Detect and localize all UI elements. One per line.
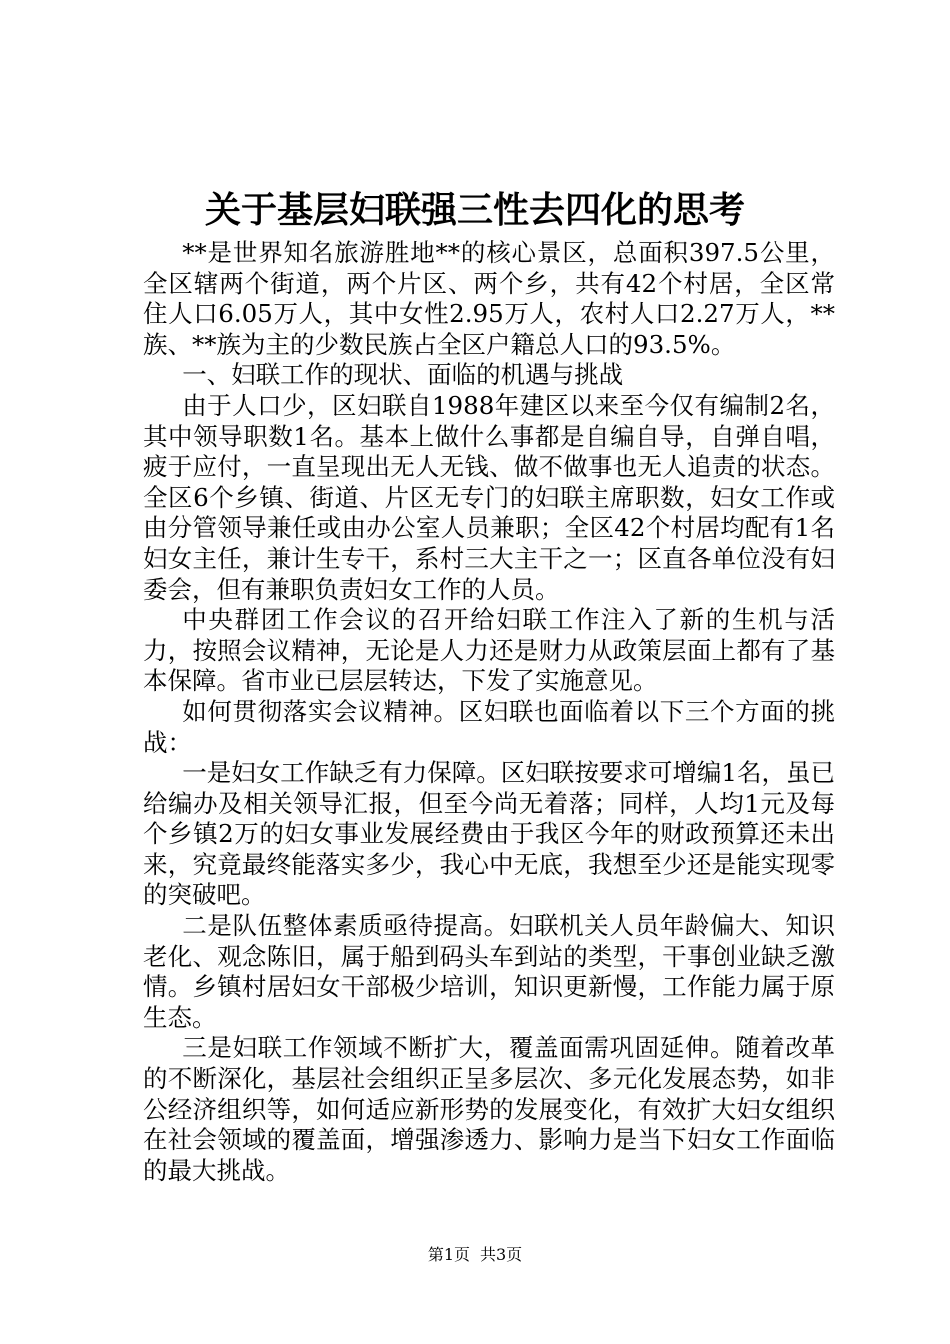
paragraph-opportunity: 中央群团工作会议的召开给妇联工作注入了新的生机与活力，按照会议精神，无论是人力还是财力从政策层面上都有了基本保障。省市业已层层转达，下发了实施意见。 bbox=[143, 605, 835, 696]
document-title: 关于基层妇联强三性去四化的思考 bbox=[204, 189, 745, 231]
paragraph-challenge-3: 三是妇联工作领域不断扩大，覆盖面需巩固延伸。随着改革的不断深化，基层社会组织正呈多层次、多元化发展态势，如非公经济组织等，如何适应新形势的发展变化，有效扩大妇女组织在社会领域的覆盖面，增强渗透力、影响力是当下妇女工作面临的最大挑战。 bbox=[143, 1033, 835, 1185]
page-number: 第1页 bbox=[427, 1245, 470, 1264]
paragraph-challenge-2: 二是队伍整体素质亟待提高。妇联机关人员年龄偏大、知识老化、观念陈旧，属于船到码头车到站的类型，干事创业缺乏激情。乡镇村居妇女干部极少培训，知识更新慢，工作能力属于原生态。 bbox=[143, 911, 835, 1032]
page-footer bbox=[0, 1244, 950, 1266]
paragraph-status: 由于人口少，区妇联自1988年建区以来至今仅有编制2名，其中领导职数1名。基本上做什么事都是自编自导，自弹自唱，疲于应付，一直呈现出无人无钱、做不做事也无人追责的状态。全区6个乡镇、街道、片区无专门的妇联主席职数，妇女工作或由分管领导兼任或由办公室人员兼职；全区42个村居均配有1名妇女主任，兼计生专干，系村三大主干之一；区直各单位没有妇委会，但有兼职负责妇女工作的人员。 bbox=[143, 390, 835, 604]
document-body bbox=[143, 238, 835, 1186]
section-heading: 一、妇联工作的现状、面临的机遇与挑战 bbox=[182, 360, 624, 390]
paragraph-challenge-1: 一是妇女工作缺乏有力保障。区妇联按要求可增编1名，虽已给编办及相关领导汇报，但至今尚无着落；同样，人均1元及每个乡镇2万的妇女事业发展经费由于我区今年的财政预算还未出来，究竟最终能落实多少，我心中无底，我想至少还是能实现零的突破吧。 bbox=[143, 758, 835, 910]
paragraph-intro: **是世界知名旅游胜地**的核心景区，总面积397.5公里，全区辖两个街道，两个片区、两个乡，共有42个村居，全区常住人口6.05万人，其中女性2.95万人，农村人口2.27万人，**族、**族为主的少数民族占全区户籍总人口的93.5%。 bbox=[143, 238, 835, 359]
paragraph-challenges-intro: 如何贯彻落实会议精神。区妇联也面临着以下三个方面的挑战： bbox=[143, 696, 835, 757]
page-total: 共3页 bbox=[480, 1245, 523, 1264]
